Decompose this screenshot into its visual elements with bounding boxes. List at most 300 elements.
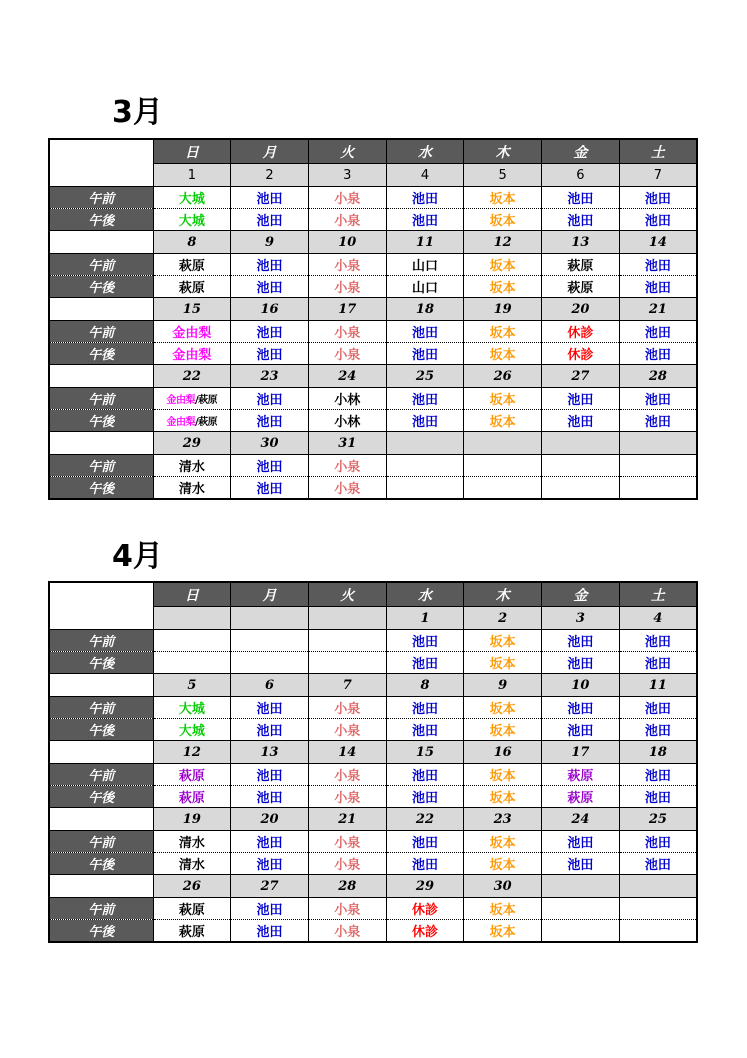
morning-row (49, 254, 697, 276)
doctor-name: 金由梨 (166, 416, 196, 428)
doctor-name: 坂本 (489, 903, 516, 918)
morning-row (49, 831, 697, 853)
doctor-cell (464, 786, 542, 808)
morning-row (49, 898, 697, 920)
doctor-name: 池田 (567, 702, 594, 717)
doctor-name: 坂本 (489, 214, 516, 229)
weekday-header: 水 (386, 139, 464, 164)
doctor-name: 池田 (256, 281, 283, 296)
doctor-cell (231, 477, 309, 500)
morning-label: 午前 (49, 898, 153, 920)
doctor-name: 池田 (567, 657, 594, 672)
doctor-cell (231, 786, 309, 808)
date-cell: 7 (619, 164, 697, 187)
doctor-name: 池田 (411, 791, 438, 806)
doctor-cell (542, 920, 620, 943)
date-cell (619, 432, 697, 455)
doctor-name: 小泉 (334, 281, 361, 296)
doctor-cell (386, 764, 464, 786)
doctor-cell (231, 343, 309, 365)
afternoon-row (49, 410, 697, 432)
doctor-name: 萩原 (567, 259, 594, 274)
doctor-name: 坂本 (489, 348, 516, 363)
date-cell: 24 (542, 808, 620, 831)
date-cell: 16 (464, 741, 542, 764)
doctor-name: 池田 (411, 769, 438, 784)
doctor-name: 小泉 (334, 326, 361, 341)
month-title: 3月 (112, 95, 163, 130)
date-cell: 26 (153, 875, 231, 898)
doctor-name: 坂本 (489, 769, 516, 784)
doctor-cell (386, 209, 464, 231)
doctor-cell (619, 697, 697, 719)
date-cell: 3 (308, 164, 386, 187)
doctor-cell (542, 321, 620, 343)
doctor-cell (619, 831, 697, 853)
doctor-cell (231, 455, 309, 477)
doctor-cell (542, 388, 620, 410)
doctor-cell (153, 455, 231, 477)
date-cell: 30 (231, 432, 309, 455)
doctor-name: 萩原 (198, 416, 218, 428)
date-row-corner (49, 808, 153, 831)
doctor-cell (386, 410, 464, 432)
doctor-cell (308, 209, 386, 231)
doctor-name: 池田 (411, 214, 438, 229)
date-cell: 20 (231, 808, 309, 831)
weekday-header: 土 (619, 139, 697, 164)
doctor-cell (464, 343, 542, 365)
doctor-cell (542, 831, 620, 853)
morning-label: 午前 (49, 321, 153, 343)
doctor-cell (464, 831, 542, 853)
date-cell: 8 (153, 231, 231, 254)
weekday-header: 水 (386, 582, 464, 607)
date-cell: 4 (619, 607, 697, 630)
doctor-cell (231, 630, 309, 652)
doctor-name: 小泉 (334, 214, 361, 229)
date-cell: 10 (308, 231, 386, 254)
afternoon-label: 午後 (49, 652, 153, 674)
doctor-name: 池田 (256, 702, 283, 717)
doctor-cell (542, 343, 620, 365)
morning-row (49, 187, 697, 209)
doctor-cell (464, 209, 542, 231)
doctor-cell (308, 831, 386, 853)
doctor-cell (153, 321, 231, 343)
date-cell: 14 (619, 231, 697, 254)
date-row (49, 365, 697, 388)
date-row-corner (49, 875, 153, 898)
doctor-cell (386, 276, 464, 298)
doctor-name: 池田 (644, 702, 671, 717)
doctor-cell (153, 388, 231, 410)
doctor-name: 小泉 (334, 348, 361, 363)
doctor-cell (386, 388, 464, 410)
doctor-name: 金由梨 (172, 326, 212, 341)
doctor-cell (231, 187, 309, 209)
date-cell: 30 (464, 875, 542, 898)
doctor-name: 池田 (644, 281, 671, 296)
doctor-cell (386, 853, 464, 875)
doctor-cell (386, 455, 464, 477)
doctor-cell (153, 652, 231, 674)
date-cell: 29 (386, 875, 464, 898)
doctor-name: 小泉 (334, 903, 361, 918)
doctor-cell (542, 209, 620, 231)
doctor-cell (231, 853, 309, 875)
date-cell: 25 (619, 808, 697, 831)
doctor-cell (619, 410, 697, 432)
doctor-cell (231, 697, 309, 719)
doctor-name: 池田 (567, 724, 594, 739)
doctor-name: 池田 (256, 724, 283, 739)
weekday-header: 金 (542, 582, 620, 607)
date-cell: 26 (464, 365, 542, 388)
month-table (48, 138, 698, 500)
morning-row (49, 388, 697, 410)
header-corner (49, 582, 153, 630)
weekday-header-row (49, 139, 697, 164)
doctor-name: 池田 (256, 259, 283, 274)
doctor-name: 小林 (334, 415, 361, 430)
doctor-cell (153, 254, 231, 276)
date-cell (231, 607, 309, 630)
doctor-cell (542, 786, 620, 808)
doctor-cell (542, 455, 620, 477)
afternoon-row (49, 343, 697, 365)
doctor-cell (464, 853, 542, 875)
afternoon-label: 午後 (49, 920, 153, 943)
doctor-cell (231, 831, 309, 853)
doctor-cell (308, 697, 386, 719)
date-row (49, 298, 697, 321)
date-cell: 21 (619, 298, 697, 321)
doctor-name: 小泉 (334, 460, 361, 475)
doctor-name: 池田 (644, 791, 671, 806)
weekday-header: 火 (308, 582, 386, 607)
date-cell: 11 (386, 231, 464, 254)
date-cell: 16 (231, 298, 309, 321)
doctor-cell (231, 321, 309, 343)
date-row (49, 231, 697, 254)
doctor-name: 小泉 (334, 482, 361, 497)
doctor-name: 池田 (256, 348, 283, 363)
doctor-name: 小泉 (334, 259, 361, 274)
doctor-cell (542, 898, 620, 920)
weekday-header: 金 (542, 139, 620, 164)
afternoon-label: 午後 (49, 343, 153, 365)
doctor-name: 清水 (178, 460, 205, 475)
doctor-cell (231, 719, 309, 741)
date-cell: 17 (308, 298, 386, 321)
doctor-cell (308, 254, 386, 276)
afternoon-label: 午後 (49, 276, 153, 298)
date-cell: 12 (153, 741, 231, 764)
morning-row (49, 321, 697, 343)
weekday-header: 木 (464, 582, 542, 607)
date-cell: 13 (231, 741, 309, 764)
doctor-name: 池田 (567, 192, 594, 207)
doctor-name: 坂本 (489, 836, 516, 851)
doctor-cell (308, 719, 386, 741)
doctor-name: 坂本 (489, 791, 516, 806)
doctor-name: 萩原 (567, 791, 594, 806)
date-cell: 6 (542, 164, 620, 187)
doctor-cell (542, 697, 620, 719)
doctor-cell (308, 652, 386, 674)
doctor-cell (464, 697, 542, 719)
doctor-name: 萩原 (178, 259, 205, 274)
date-cell: 14 (308, 741, 386, 764)
doctor-name: 池田 (644, 214, 671, 229)
doctor-cell (153, 898, 231, 920)
date-row (49, 674, 697, 697)
doctor-name: 池田 (256, 415, 283, 430)
date-cell: 11 (619, 674, 697, 697)
doctor-cell (464, 276, 542, 298)
date-row (49, 741, 697, 764)
doctor-name: 萩原 (198, 394, 218, 406)
doctor-name: 池田 (644, 415, 671, 430)
doctor-cell (386, 630, 464, 652)
doctor-name: 池田 (256, 903, 283, 918)
doctor-name: 金由梨 (166, 394, 196, 406)
doctor-cell (464, 410, 542, 432)
afternoon-label: 午後 (49, 786, 153, 808)
doctor-cell (386, 697, 464, 719)
doctor-name: 池田 (644, 348, 671, 363)
doctor-cell (386, 343, 464, 365)
doctor-name: 萩原 (178, 925, 205, 940)
doctor-cell (308, 853, 386, 875)
doctor-name: 池田 (411, 393, 438, 408)
doctor-cell (153, 477, 231, 500)
date-cell: 18 (619, 741, 697, 764)
morning-row (49, 697, 697, 719)
doctor-name: 坂本 (489, 702, 516, 717)
afternoon-label: 午後 (49, 209, 153, 231)
doctor-name: 池田 (411, 657, 438, 672)
doctor-cell (619, 343, 697, 365)
afternoon-row (49, 920, 697, 943)
doctor-name: 休診 (411, 925, 438, 940)
doctor-name: 大城 (178, 192, 205, 207)
doctor-cell (308, 410, 386, 432)
doctor-cell (231, 209, 309, 231)
morning-row (49, 764, 697, 786)
doctor-cell (386, 719, 464, 741)
doctor-cell (153, 853, 231, 875)
doctor-cell (153, 697, 231, 719)
doctor-name: 清水 (178, 858, 205, 873)
date-cell: 23 (464, 808, 542, 831)
date-cell: 9 (231, 231, 309, 254)
doctor-cell (619, 652, 697, 674)
doctor-name: 山口 (411, 281, 438, 296)
doctor-cell (464, 764, 542, 786)
doctor-cell (542, 477, 620, 500)
doctor-name: 池田 (567, 858, 594, 873)
doctor-name: 小林 (334, 393, 361, 408)
doctor-cell (386, 831, 464, 853)
doctor-name: 金由梨 (172, 348, 212, 363)
doctor-name: 坂本 (489, 281, 516, 296)
doctor-name: 池田 (256, 460, 283, 475)
doctor-name: 小泉 (334, 724, 361, 739)
date-cell (386, 432, 464, 455)
doctor-name: 坂本 (489, 415, 516, 430)
doctor-name: 池田 (411, 192, 438, 207)
afternoon-label: 午後 (49, 853, 153, 875)
date-cell (308, 607, 386, 630)
doctor-cell (231, 276, 309, 298)
doctor-cell (464, 652, 542, 674)
date-cell: 29 (153, 432, 231, 455)
doctor-cell (308, 898, 386, 920)
date-cell: 1 (153, 164, 231, 187)
doctor-name: 萩原 (567, 281, 594, 296)
doctor-name: 池田 (644, 635, 671, 650)
doctor-name: 池田 (567, 635, 594, 650)
doctor-cell (231, 388, 309, 410)
doctor-name: 池田 (644, 836, 671, 851)
date-row (49, 432, 697, 455)
date-cell: 17 (542, 741, 620, 764)
afternoon-row (49, 276, 697, 298)
doctor-name: 坂本 (489, 657, 516, 672)
doctor-cell (619, 920, 697, 943)
doctor-cell (542, 652, 620, 674)
afternoon-row (49, 477, 697, 500)
date-row-corner (49, 231, 153, 254)
doctor-cell (308, 276, 386, 298)
doctor-cell (542, 410, 620, 432)
doctor-cell (231, 764, 309, 786)
doctor-cell (308, 920, 386, 943)
doctor-cell (308, 764, 386, 786)
date-row-corner (49, 298, 153, 321)
doctor-name: 池田 (567, 836, 594, 851)
doctor-name: 坂本 (489, 326, 516, 341)
date-cell: 5 (153, 674, 231, 697)
doctor-cell (386, 321, 464, 343)
doctor-cell (153, 719, 231, 741)
date-cell: 19 (153, 808, 231, 831)
date-row-corner (49, 365, 153, 388)
doctor-cell (308, 630, 386, 652)
doctor-name: 池田 (256, 214, 283, 229)
date-cell: 27 (231, 875, 309, 898)
weekday-header: 日 (153, 139, 231, 164)
afternoon-row (49, 719, 697, 741)
month-title: 4月 (112, 539, 163, 574)
date-cell: 9 (464, 674, 542, 697)
doctor-cell (231, 898, 309, 920)
doctor-cell (619, 630, 697, 652)
date-cell: 23 (231, 365, 309, 388)
doctor-cell (153, 786, 231, 808)
doctor-cell (542, 254, 620, 276)
doctor-cell (464, 187, 542, 209)
doctor-cell (231, 410, 309, 432)
date-row-corner (49, 674, 153, 697)
doctor-name: 休診 (411, 903, 438, 918)
doctor-name: 池田 (411, 635, 438, 650)
doctor-cell (308, 321, 386, 343)
doctor-cell (619, 321, 697, 343)
date-cell: 21 (308, 808, 386, 831)
doctor-cell (619, 455, 697, 477)
doctor-cell (386, 920, 464, 943)
doctor-cell (619, 209, 697, 231)
weekday-header: 日 (153, 582, 231, 607)
doctor-name: 池田 (411, 858, 438, 873)
doctor-name: 池田 (411, 702, 438, 717)
doctor-cell (386, 786, 464, 808)
morning-label: 午前 (49, 254, 153, 276)
doctor-name: 休診 (567, 326, 594, 341)
doctor-cell (542, 276, 620, 298)
doctor-cell (153, 764, 231, 786)
date-cell: 3 (542, 607, 620, 630)
doctor-name: 池田 (567, 415, 594, 430)
doctor-name: 坂本 (489, 393, 516, 408)
doctor-cell (231, 652, 309, 674)
date-cell: 28 (619, 365, 697, 388)
doctor-cell (308, 455, 386, 477)
date-row-corner (49, 741, 153, 764)
date-cell (464, 432, 542, 455)
doctor-name: 池田 (567, 393, 594, 408)
doctor-cell (153, 831, 231, 853)
doctor-cell (464, 388, 542, 410)
doctor-name: 坂本 (489, 259, 516, 274)
doctor-name: 小泉 (334, 702, 361, 717)
doctor-name: 小泉 (334, 791, 361, 806)
doctor-name: 池田 (411, 724, 438, 739)
doctor-cell (464, 630, 542, 652)
afternoon-label: 午後 (49, 719, 153, 741)
date-row (49, 875, 697, 898)
date-row (49, 808, 697, 831)
doctor-cell (542, 764, 620, 786)
date-cell: 1 (386, 607, 464, 630)
afternoon-row (49, 786, 697, 808)
date-cell: 4 (386, 164, 464, 187)
doctor-name: 小泉 (334, 925, 361, 940)
doctor-cell (464, 898, 542, 920)
morning-row (49, 630, 697, 652)
doctor-cell (153, 187, 231, 209)
doctor-name: 池田 (256, 791, 283, 806)
morning-label: 午前 (49, 388, 153, 410)
doctor-name: 池田 (256, 836, 283, 851)
doctor-name: 坂本 (489, 724, 516, 739)
doctor-cell (386, 187, 464, 209)
doctor-name: 池田 (644, 657, 671, 672)
date-cell (153, 607, 231, 630)
morning-label: 午前 (49, 455, 153, 477)
doctor-cell (386, 652, 464, 674)
doctor-name: 池田 (411, 348, 438, 363)
doctor-cell (542, 853, 620, 875)
doctor-name: 池田 (644, 724, 671, 739)
doctor-cell (153, 209, 231, 231)
doctor-name: 池田 (411, 326, 438, 341)
doctor-cell (464, 719, 542, 741)
morning-label: 午前 (49, 187, 153, 209)
